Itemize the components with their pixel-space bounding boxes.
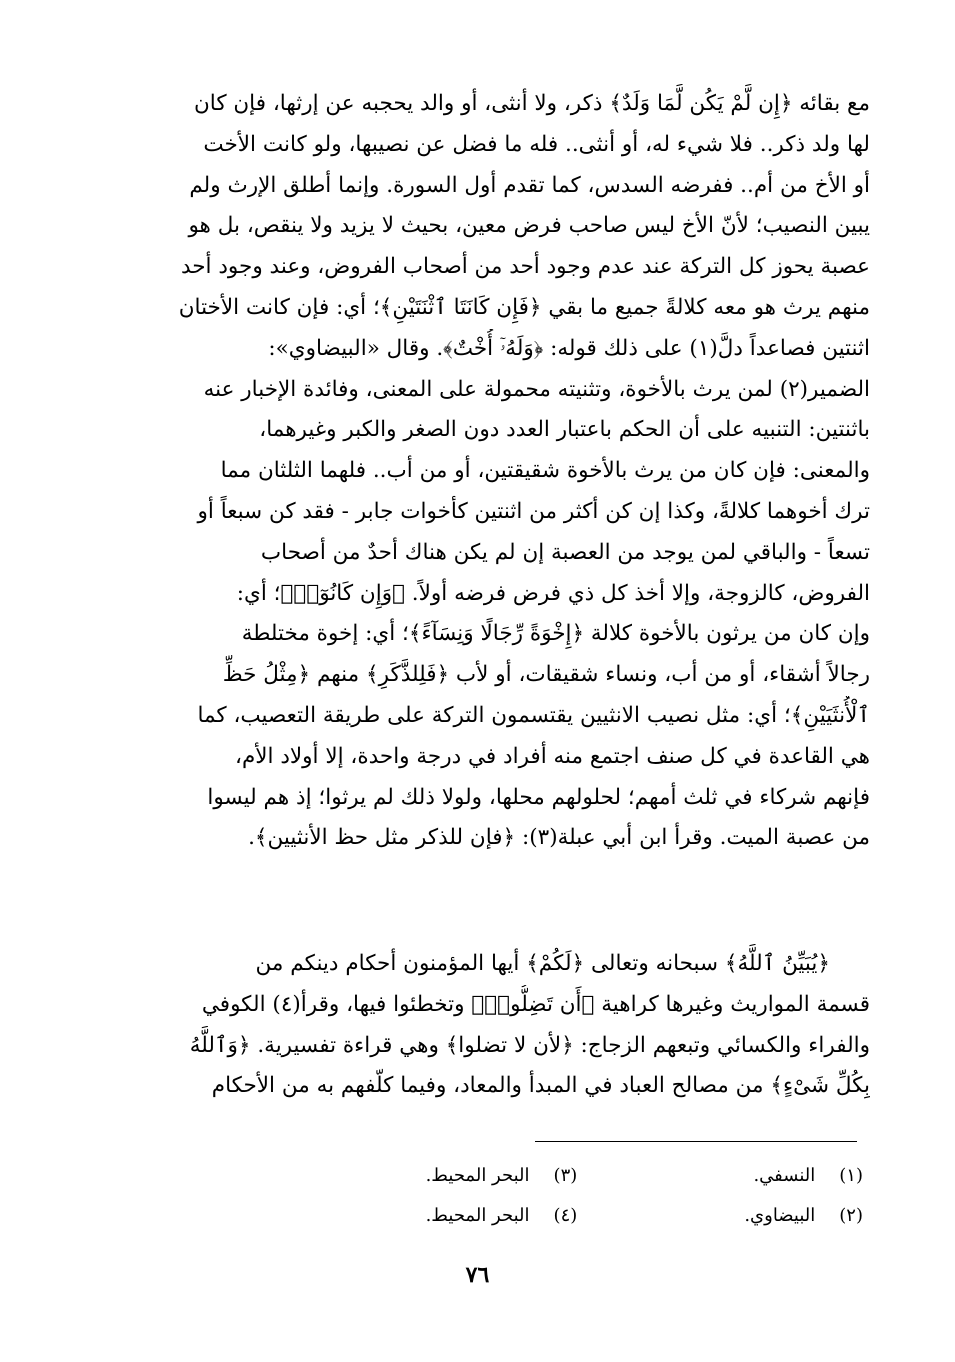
footnote-number: (٣) [553,1165,578,1186]
text-line: اثنتين فصاعداً دلَّ(١) على ذلك قوله: ﴿وَلَهُۥٓ أُخْتٌ﴾. وقال «البيضاوي»: [268,335,870,361]
text-line: يبين النصيب؛ لأنّ الأخ ليس صاحب فرض معين، بحيث لا يزيد ولا ينقص، بل هو [188,213,870,239]
text-line: الفروض، كالزوجة، وإلا أخذ كل ذي فرض فرضه أولاً. ﴿وَإِن كَانُوٓا۟﴾؛ أي: [236,580,870,606]
footnote-row [163,1196,863,1236]
footnote-4 [297,1196,577,1236]
footnote-2 [583,1196,863,1236]
text-line: والمعنى: فإن كان من يرث بالأخوة شقيقتين، أو من أب.. فلهما الثلثان مما [220,458,870,484]
footnote-text: النسفي. [753,1165,816,1186]
text-line: ٱلْأُنثَيَيْنِ﴾؛ أي: مثل نصيب الانثيين يقتسمون التركة على طريقة التعصيب، كما [197,702,870,728]
text-line: أو الأخ من أم.. ففرضه السدس، كما تقدم أول السورة. وإنما أطلق الإرث ولم [189,172,870,198]
text-line: تسعاً - والباقي لمن يوجد من العصبة إن لم يكن هناك أحدٌ من أصحاب [260,539,870,565]
footnote-separator [535,1141,857,1142]
footnotes [163,1156,863,1236]
footnote-1 [583,1156,863,1196]
footnote-number: (٢) [839,1205,863,1226]
text-line: منهم يرث هو معه كلالةً جميع ما بقي ﴿فَإِن كَانَتَا ٱثْنَتَيْنِ﴾؛ أي: فإن كانت الأختان [178,294,870,320]
footnote-row [163,1156,863,1196]
text-line: هي القاعدة في كل صنف اجتمع منه أفراد في درجة واحدة، إلا أولاد الأم، [235,743,870,769]
text-line: الضمير(٢) لمن يرث بالأخوة، وتثنيته محمولة على المعنى، وفائدة الإخبار عنه [203,376,870,402]
text-line: وإن كان من يرثون بالأخوة كلالة ﴿إِخْوَةً رِّجَالًا وَنِسَآءً﴾؛ أي: إخوة مختلطة [241,621,870,647]
footnote-text: البحر المحيط. [425,1205,530,1226]
text-line: لها ولد ذكر.. فلا شيء له، أو أنثى.. فله ما فضل عن نصيبها، ولو كانت الأخت [203,131,870,157]
text-line: ترك أخوهما كلالةً، وكذا إن كن أكثر من اثنتين كأخوات جابر - فقد كن سبعاً أو [197,498,870,524]
text-line: فإنهم شركاء في ثلث أمهم؛ لحلولهم محلها، ولولا ذلك لم يرثوا؛ إذ هم ليسوا [207,784,870,810]
footnote-text: البحر المحيط. [425,1165,530,1186]
text-line: ﴿يُبَيِّنُ ٱللَّهُ﴾ سبحانه وتعالى ﴿لَكُمْ﴾ أيها المؤمنون أحكام دينكم من [255,951,830,976]
text-line: باثنتين: التنبيه على أن الحكم باعتبار العدد دون الصغر والكبر وغيرهما، [259,417,870,443]
text-line: قسمة المواريث وغيرها كراهية ﴿أَن تَضِلُّوا۟﴾ وتخطئوا فيها، وقرأ(٤) الكوفي [201,991,870,1017]
footnote-text: البيضاوي. [744,1205,816,1226]
text-line: عصبة يحوز كل التركة عند عدم وجود أحد من أصحاب الفروض، وعند وجود أحد [180,254,870,280]
footnote-number: (٤) [553,1205,578,1226]
page-number: ٧٦ [465,1262,490,1288]
body-paragraph-1 [80,84,870,859]
footnote-3 [297,1156,577,1196]
body-paragraph-2 [80,944,870,1107]
text-line: رجالاً أشقاء، أو من أب، ونساء شقيقات، أو لأب ﴿فَلِلذَّكَرِ﴾ منهم ﴿مِثْلُ حَظِّ [222,662,870,688]
text-line: والفراء والكسائي وتبعهم الزجاج: ﴿لأن لا تضلوا﴾ وهي قراءة تفسيرية. ﴿وَٱللَّهُ [189,1032,870,1058]
text-line: من عصبة الميت. وقرأ ابن أبي عبلة(٣): ﴿فإن للذكر مثل حظ الأنثيين﴾. [248,825,870,851]
text-line: بِكُلِّ شَىْءٍ﴾ من مصالح العباد في المبدأ والمعاد، وفيما كلّفهم به من الأحكام [211,1073,870,1099]
footnote-number: (١) [839,1165,863,1186]
text-line: مع بقائه ﴿إِن لَّمْ يَكُن لَّمَا وَلَدٌ﴾ ذكر، ولا أنثى، أو والد يحجبه عن إرثها، فإن كان [193,91,870,116]
